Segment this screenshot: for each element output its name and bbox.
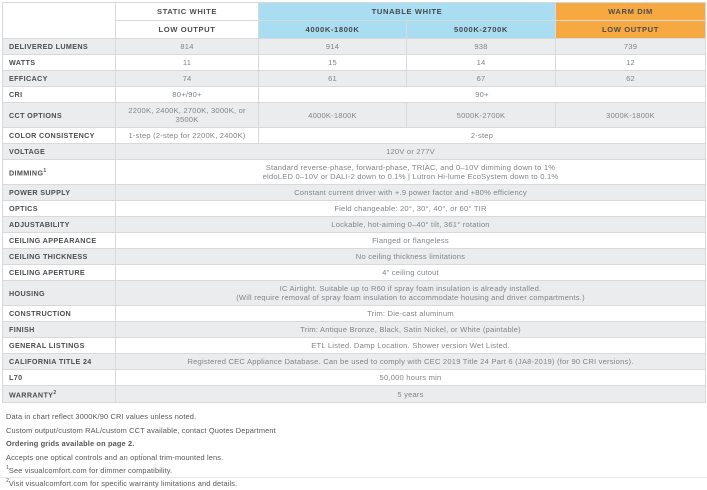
cell: 12 <box>556 55 706 71</box>
cell: 4" ceiling cutout <box>116 265 706 281</box>
table-row-efficacy <box>3 71 706 87</box>
footnote-marker: 2 <box>53 390 57 396</box>
row-label: VOLTAGE <box>3 144 116 160</box>
table-row-general-listings <box>3 338 706 354</box>
table-row-cri <box>3 87 706 103</box>
col-group-warm-dim: WARM DIM <box>556 3 706 21</box>
cell: 3000K-1800K <box>556 103 706 128</box>
cell: 5000K-2700K <box>407 103 556 128</box>
table-row-housing <box>3 281 706 306</box>
row-label: CCT OPTIONS <box>3 103 116 128</box>
cell: Registered CEC Appliance Database. Can be used to comply with CEC 2019 Title 24 Part 6 (JA8-2019) (for 90 CRI versions). <box>116 354 706 370</box>
cell: No ceiling thickness limitations <box>116 249 706 265</box>
table-row-construction <box>3 306 706 322</box>
table-row-color-consistency <box>3 128 706 144</box>
cell: Constant current driver with +.9 power factor and +80% efficiency <box>116 185 706 201</box>
table-row-finish <box>3 322 706 338</box>
row-label: GENERAL LISTINGS <box>3 338 116 354</box>
row-label: DELIVERED LUMENS <box>3 39 116 55</box>
cell: 74 <box>116 71 259 87</box>
row-label: WATTS <box>3 55 116 71</box>
cell: 80+/90+ <box>116 87 259 103</box>
table-row-warranty <box>3 386 706 403</box>
row-label: CEILING APERTURE <box>3 265 116 281</box>
cell: Field changeable: 20°, 30°, 40°, or 60° TIR <box>116 201 706 217</box>
table-row-adjustability <box>3 217 706 233</box>
row-label: WARRANTY$^2$ <box>3 386 116 403</box>
cell: 2-step <box>259 128 706 144</box>
cell: Trim: Die-cast aluminum <box>116 306 706 322</box>
col-group-static-white: STATIC WHITE <box>116 3 259 21</box>
cell: 739 <box>556 39 706 55</box>
corner-cell <box>3 3 116 39</box>
row-label: DIMMING$^1$ <box>3 160 116 185</box>
cell: Flanged or flangeless <box>116 233 706 249</box>
spec-table <box>2 2 706 403</box>
cell: 120V or 277V <box>116 144 706 160</box>
cell: 1-step (2-step for 2200K, 2400K) <box>116 128 259 144</box>
row-label: CRI <box>3 87 116 103</box>
cell-line: eldoLED 0–10V or DALI-2 down to 0.1% | Lutron Hi-lume EcoSystem down to 0.1% <box>262 172 559 181</box>
footnote-line-dimmer: $^1$See visualcomfort.com for dimmer compatibility. <box>6 465 173 476</box>
cell: 15 <box>259 55 407 71</box>
cell-line: Standard reverse-phase, forward-phase, TRIAC, and 0–10V dimming down to 1% <box>265 163 556 172</box>
cell: ETL Listed. Damp Location. Shower version Wet Listed. <box>116 338 706 354</box>
table-row-voltage <box>3 144 706 160</box>
cell: 938 <box>407 39 556 55</box>
table-row-ceiling-thickness <box>3 249 706 265</box>
footnote-line: Accepts one optical controls and an optional trim-mounted lens. <box>6 452 224 462</box>
table-row-watts <box>3 55 706 71</box>
cell: Trim: Antique Bronze, Black, Satin Nickel, or White (paintable) <box>116 322 706 338</box>
cell <box>116 281 706 306</box>
row-label: ADJUSTABILITY <box>3 217 116 233</box>
cell: 61 <box>259 71 407 87</box>
table-row-optics <box>3 201 706 217</box>
page-bottom-rule <box>0 477 707 478</box>
footnote-line: Data in chart reflect 3000K/90 CRI values unless noted. <box>6 412 197 422</box>
cell: 67 <box>407 71 556 87</box>
table-row-delivered-lumens <box>3 39 706 55</box>
cell: 90+ <box>259 87 706 103</box>
spec-table-body <box>3 39 706 403</box>
row-label: EFFICACY <box>3 71 116 87</box>
cell: Lockable, hot-aiming 0–40° tilt, 361° rotation <box>116 217 706 233</box>
row-label: CONSTRUCTION <box>3 306 116 322</box>
table-row-dimming <box>3 160 706 185</box>
row-label: POWER SUPPLY <box>3 185 116 201</box>
row-label: CEILING THICKNESS <box>3 249 116 265</box>
subcol-4000k-1800k: 4000K-1800K <box>259 21 407 39</box>
table-row-cct-options <box>3 103 706 128</box>
subcol-5000k-2700k: 5000K-2700K <box>407 21 556 39</box>
footnote-line: Custom output/custom RAL/custom CCT available, contact Quotes Department <box>6 425 276 435</box>
cell: 2200K, 2400K, 2700K, 3000K, or 3500K <box>116 103 259 128</box>
table-row-california-title-24 <box>3 354 706 370</box>
cell <box>116 160 706 185</box>
row-label: COLOR CONSISTENCY <box>3 128 116 144</box>
cell-line: (Will require removal of spray foam insulation to accommodate housing and driver compartments.) <box>236 293 585 302</box>
row-label: L70 <box>3 370 116 386</box>
table-row-ceiling-appearance <box>3 233 706 249</box>
footnote-marker: 1 <box>43 167 47 174</box>
table-row-l70 <box>3 370 706 386</box>
table-row-power-supply <box>3 185 706 201</box>
cell: 4000K-1800K <box>259 103 407 128</box>
subcol-static-low-output: LOW OUTPUT <box>116 21 259 39</box>
footnote-line-ordering-grids: Ordering grids available on page 2. <box>6 439 135 449</box>
cell: 814 <box>116 39 259 55</box>
footnote-line-warranty: $^2$Visit visualcomfort.com for specific warranty limitations and details. <box>6 478 238 489</box>
row-label: OPTICS <box>3 201 116 217</box>
subcol-warmdim-low-output: LOW OUTPUT <box>556 21 706 39</box>
cell: 50,000 hours min <box>116 370 706 386</box>
cell: 5 years <box>116 386 706 403</box>
cell: 14 <box>407 55 556 71</box>
row-label: HOUSING <box>3 281 116 306</box>
cell: 914 <box>259 39 407 55</box>
row-label: FINISH <box>3 322 116 338</box>
header-row-groups <box>3 3 706 21</box>
cell-line: IC Airtight. Suitable up to R60 if spray foam insulation is already installed. <box>279 284 542 293</box>
cell: 11 <box>116 55 259 71</box>
table-row-ceiling-aperture <box>3 265 706 281</box>
col-group-tunable-white: TUNABLE WHITE <box>259 3 556 21</box>
row-label: CEILING APPEARANCE <box>3 233 116 249</box>
row-label: CALIFORNIA TITLE 24 <box>3 354 116 370</box>
spec-table-header <box>3 3 706 39</box>
cell: 62 <box>556 71 706 87</box>
